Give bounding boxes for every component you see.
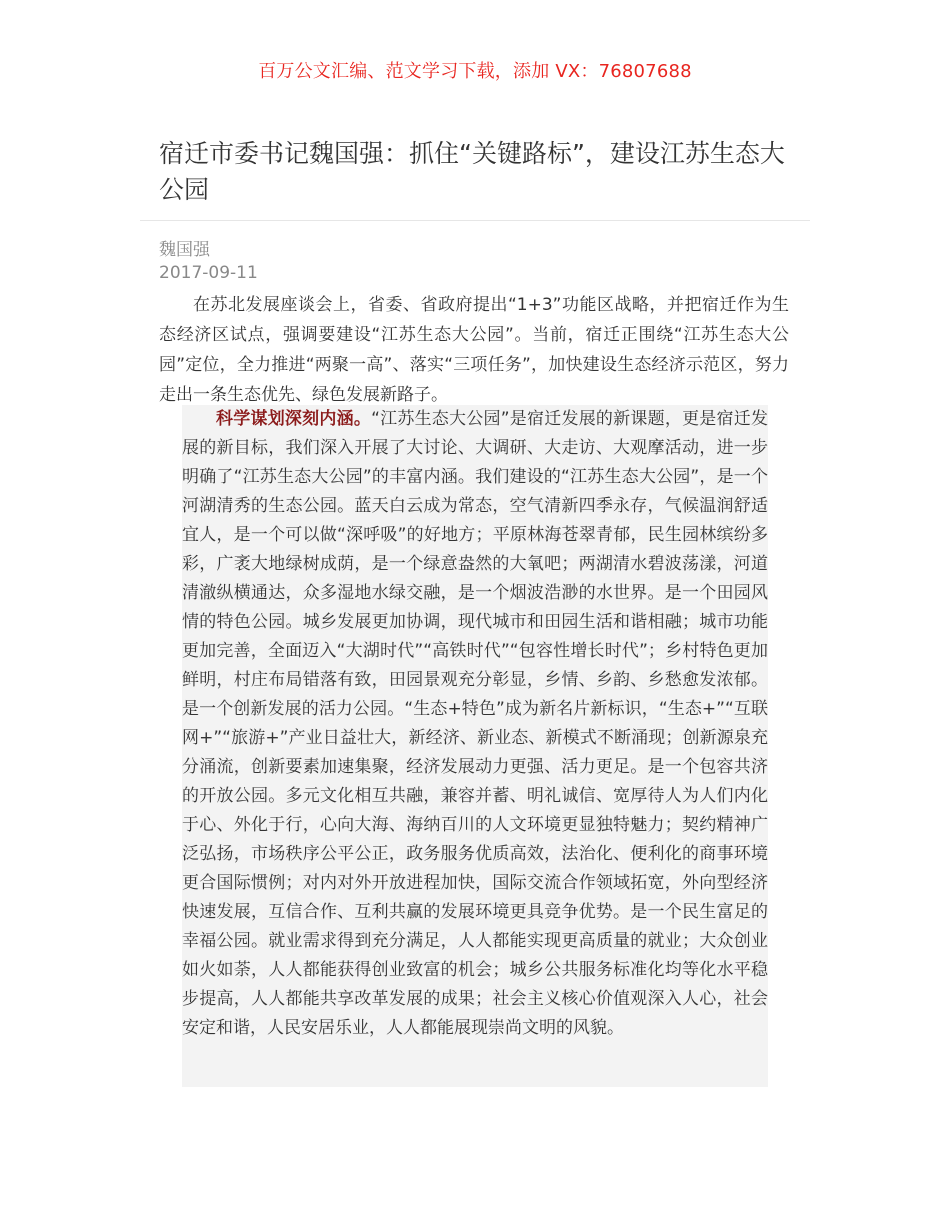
article-date: 2017-09-11 [159, 263, 258, 283]
article-author: 魏国强 [159, 240, 210, 260]
section-lead: 科学谋划深刻内涵。 [216, 409, 372, 429]
title-divider [140, 220, 810, 221]
intro-paragraph: 在苏北发展座谈会上，省委、省政府提出“1+3”功能区战略，并把宿迁作为生态经济区试点，强调要建设“江苏生态大公园”。当前，宿迁正围绕“江苏生态大公园”定位，全力推进“两聚一高”、落实“三项任务”，加快建设生态经济示范区，努力走出一条生态优先、绿色发展新路子。 [159, 295, 789, 405]
section-body: “江苏生态大公园”是宿迁发展的新课题，更是宿迁发展的新目标，我们深入开展了大讨论、大调研、大走访、大观摩活动，进一步明确了“江苏生态大公园”的丰富内涵。我们建设的“江苏生态大公园”，是一个河湖清秀的生态公园。蓝天白云成为常态，空气清新四季永存，气候温润舒适宜人，是一个可以做“深呼吸”的好地方；平原林海苍翠青郁，民生园林缤纷多彩，广袤大地绿树成荫，是一个绿意盎然的大氧吧；两湖清水碧波荡漾，河道清澈纵横通达，众多湿地水绿交融，是一个烟波浩渺的水世界。是一个田园风情的特色公园。城乡发展更加协调，现代城市和田园生活和谐相融；城市功能更加完善，全面迈入“大湖时代”“高铁时代”“包容性增长时代”；乡村特色更加鲜明，村庄布局错落有致，田园景观充分彰显，乡情、乡韵、乡愁愈发浓郁。是一个创新发展的活力公园。“生态+特色”成为新名片新标识，“生态+”“互联网+”“旅游+”产业日益壮大，新经济、新业态、新模式不断涌现；创新源泉充分涌流，创新要素加速集聚，经济发展动力更强、活力更足。是一个包容共济的开放公园。多元文化相互共融，兼容并蓄、明礼诚信、宽厚待人为人们内化于心、外化于行，心向大海、海纳百川的人文环境更显独特魅力；契约精神广泛弘扬，市场秩序公平公正，政务服务优质高效，法治化、便利化的商事环境更合国际惯例；对内对外开放进程加快，国际交流合作领域拓宽，外向型经济快速发展，互信合作、互利共赢的发展环境更具竞争优势。是一个民生富足的幸福公园。就业需求得到充分满足，人人都能实现更高质量的就业；大众创业如火如荼，人人都能获得创业致富的机会；城乡公共服务标准化均等化水平稳步提高，人人都能共享改革发展的成果；社会主义核心价值观深入人心，社会安定和谐，人民安居乐业，人人都能展现崇尚文明的风貌。 [182, 409, 768, 1038]
watermark-banner: 百万公文汇编、范文学习下载，添加 VX：76807688 [258, 61, 692, 82]
article-title: 宿迁市委书记魏国强：抓住“关键路标”，建设江苏生态大公园 [159, 139, 785, 204]
highlighted-section [182, 405, 768, 1087]
